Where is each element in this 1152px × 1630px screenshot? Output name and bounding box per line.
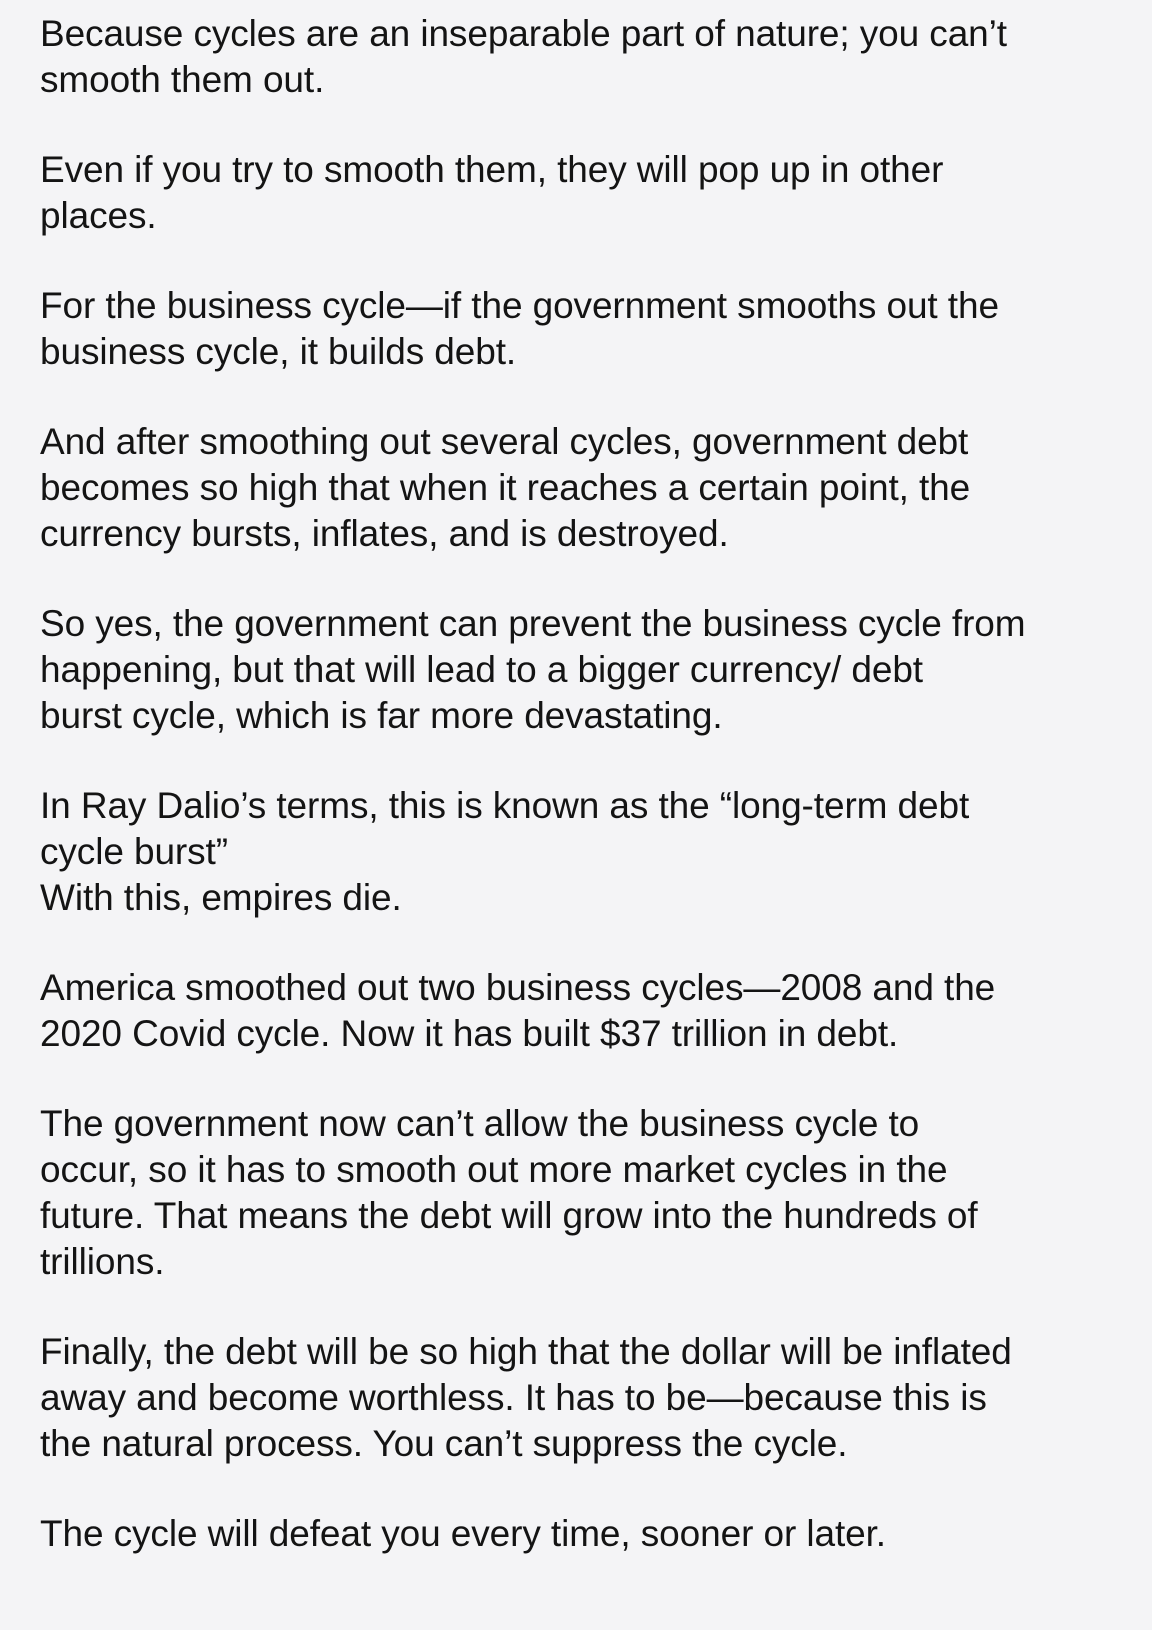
paragraph-5 [40, 601, 1112, 739]
text-line: With this, empires die. [40, 877, 402, 918]
text-line: cycle burst” [40, 831, 228, 872]
text-line: currency bursts, inflates, and is destroyed. [40, 513, 729, 554]
text-line: For the business cycle—if the government smooths out the [40, 285, 999, 326]
text-line: occur, so it has to smooth out more market cycles in the [40, 1149, 948, 1190]
text-line: business cycle, it builds debt. [40, 331, 517, 372]
text-line: America smoothed out two business cycles—2008 and the [40, 967, 996, 1008]
text-line: The cycle will defeat you every time, sooner or later. [40, 1513, 886, 1554]
text-line: smooth them out. [40, 59, 325, 100]
paragraph-4 [40, 419, 1112, 557]
text-line: away and become worthless. It has to be—because this is [40, 1377, 987, 1418]
text-line: places. [40, 195, 157, 236]
text-line: happening, but that will lead to a bigger currency/ debt [40, 649, 923, 690]
text-line: So yes, the government can prevent the business cycle from [40, 603, 1026, 644]
paragraph-7 [40, 965, 1112, 1057]
paragraph-6 [40, 783, 1112, 921]
text-line: Even if you try to smooth them, they will pop up in other [40, 149, 944, 190]
text-line: future. That means the debt will grow into the hundreds of [40, 1195, 978, 1236]
text-line: becomes so high that when it reaches a certain point, the [40, 467, 971, 508]
text-line: the natural process. You can’t suppress the cycle. [40, 1423, 848, 1464]
text-line: trillions. [40, 1241, 165, 1282]
text-line: And after smoothing out several cycles, government debt [40, 421, 969, 462]
text-line: Finally, the debt will be so high that the dollar will be inflated [40, 1331, 1012, 1372]
text-line: The government now can’t allow the business cycle to [40, 1103, 920, 1144]
text-line: burst cycle, which is far more devastating. [40, 695, 723, 736]
paragraph-10 [40, 1511, 1112, 1557]
paragraph-1 [40, 11, 1112, 103]
paragraph-3 [40, 283, 1112, 375]
paragraph-8 [40, 1101, 1112, 1285]
text-line: 2020 Covid cycle. Now it has built $37 trillion in debt. [40, 1013, 899, 1054]
text-line: Because cycles are an inseparable part of nature; you can’t [40, 13, 1007, 54]
paragraph-2 [40, 147, 1112, 239]
paragraph-9 [40, 1329, 1112, 1467]
text-line: In Ray Dalio’s terms, this is known as the “long-term debt [40, 785, 970, 826]
